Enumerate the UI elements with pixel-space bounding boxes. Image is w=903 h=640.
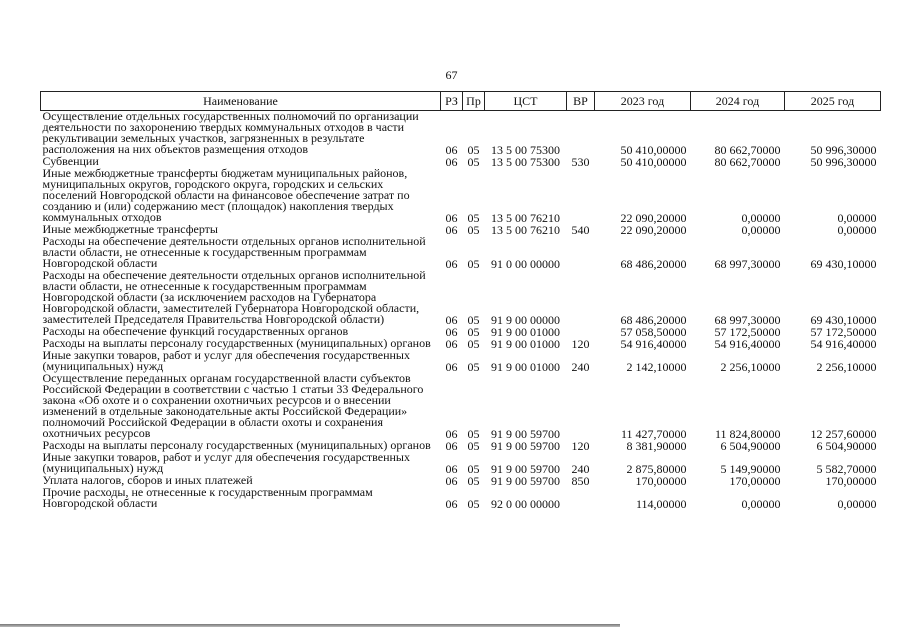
row-rz: 06 (445, 497, 458, 511)
table-row (41, 350, 881, 373)
row-2024: 0,00000 (741, 223, 781, 237)
row-rz: 06 (445, 257, 458, 271)
row-rz: 06 (445, 223, 458, 237)
row-cst: 13 5 00 76210 (491, 211, 560, 225)
table-row (41, 236, 881, 270)
row-2025: 0,00000 (837, 211, 877, 225)
row-vr (567, 236, 595, 270)
row-2024: 5 149,90000 (720, 462, 781, 476)
row-cst: 91 9 00 59700 (491, 474, 560, 488)
row-cst: 91 9 00 00000 (491, 313, 560, 327)
table-row (41, 487, 881, 510)
row-cst: 91 9 00 01000 (491, 337, 560, 351)
row-2023: 170,00000 (635, 474, 687, 488)
row-2024: 68 997,30000 (714, 313, 781, 327)
row-vr: 540 (571, 223, 590, 237)
row-2024: 80 662,70000 (714, 143, 781, 157)
row-2024: 2 256,10000 (720, 360, 781, 374)
row-pr: 05 (467, 360, 480, 374)
row-vr (567, 373, 595, 440)
row-name: Иные закупки товаров, работ и услуг для обеспечения государственных (муниципальных) нужд (42, 450, 410, 475)
row-2024: 80 662,70000 (714, 155, 781, 169)
row-2023: 50 410,00000 (620, 155, 687, 169)
row-pr: 05 (467, 462, 480, 476)
row-name: Расходы на обеспечение функций государственных органов (42, 324, 349, 338)
row-name: Осуществление переданных органам государственной власти субъектов Российской Федерации в соответствии с частью 1 статьи 33 Федерального закона «Об охоте и о сохранении охотничьих ресурсов и о внесении изменений в отдельные законодательные акты Российской Федерации» полномочий Российской Федерации в области охоты и сохранения охотничьих ресурсов (42, 371, 424, 440)
row-2025: 12 257,60000 (810, 427, 877, 441)
row-cst: 91 9 00 59700 (491, 427, 560, 441)
row-rz: 06 (445, 211, 458, 225)
row-rz: 06 (445, 439, 458, 453)
row-vr (567, 168, 595, 224)
row-vr: 240 (571, 360, 590, 374)
row-2025: 57 172,50000 (810, 325, 877, 339)
row-2024: 54 916,40000 (714, 337, 781, 351)
row-2024: 0,00000 (741, 211, 781, 225)
row-2024: 170,00000 (729, 474, 781, 488)
row-2025: 69 430,10000 (810, 257, 877, 271)
page-number: 67 (445, 68, 458, 82)
row-name: Иные межбюджетные трансферты (42, 222, 218, 236)
row-vr: 850 (571, 474, 590, 488)
row-pr: 05 (467, 325, 480, 339)
row-2024: 6 504,90000 (720, 439, 781, 453)
row-pr: 05 (467, 143, 480, 157)
row-vr: 120 (571, 337, 590, 351)
row-2023: 2 875,80000 (626, 462, 687, 476)
row-name: Прочие расходы, не отнесенные к государственным программам Новгородской области (42, 485, 373, 510)
row-pr: 05 (467, 439, 480, 453)
row-rz: 06 (445, 462, 458, 476)
table-row (41, 168, 881, 224)
budget-table (40, 91, 881, 510)
row-name: Иные межбюджетные трансферты бюджетам муниципальных районов, муниципальных округов, городского округа, городских и сельских поселений Новгородской области на финансовое обеспечение затрат по созданию и (или) содержанию мест (площадок) накопления твердых коммунальных отходов (42, 166, 410, 224)
row-pr: 05 (467, 427, 480, 441)
row-pr: 05 (467, 313, 480, 327)
row-2023: 114,00000 (635, 497, 687, 511)
row-2025: 50 996,30000 (810, 143, 877, 157)
row-2023: 2 142,10000 (626, 360, 687, 374)
scan-bottom-edge (0, 624, 620, 627)
row-rz: 06 (445, 360, 458, 374)
header-2025: 2025 год (785, 92, 881, 111)
row-vr: 530 (571, 155, 590, 169)
row-name: Расходы на выплаты персоналу государственных (муниципальных) органов (42, 336, 431, 350)
header-2024: 2024 год (691, 92, 785, 111)
row-2023: 68 486,20000 (620, 313, 687, 327)
row-cst: 91 9 00 01000 (491, 360, 560, 374)
row-pr: 05 (467, 474, 480, 488)
row-2024: 0,00000 (741, 497, 781, 511)
header-vr: ВР (567, 92, 595, 111)
row-name: Субвенции (42, 154, 99, 168)
row-vr (567, 270, 595, 326)
row-2025: 2 256,10000 (816, 360, 877, 374)
row-2023: 57 058,50000 (620, 325, 687, 339)
row-vr (567, 111, 595, 157)
row-vr: 120 (571, 439, 590, 453)
row-cst: 13 5 00 76210 (491, 223, 560, 237)
row-pr: 05 (467, 497, 480, 511)
row-name: Расходы на обеспечение деятельности отдельных органов исполнительной власти области, не отнесенные к государственным программам Новгородской области (за исключением расходов на Губернатора Новгородской области, заместителей Губернатора Новгородской области, заместителей Председателя Правительства Новгородской области) (42, 268, 426, 326)
row-2023: 68 486,20000 (620, 257, 687, 271)
row-name: Уплата налогов, сборов и иных платежей (42, 473, 253, 487)
table-header-row (41, 92, 881, 111)
row-2023: 22 090,20000 (620, 211, 687, 225)
row-2025: 5 582,70000 (816, 462, 877, 476)
row-2025: 50 996,30000 (810, 155, 877, 169)
row-rz: 06 (445, 313, 458, 327)
row-rz: 06 (445, 325, 458, 339)
row-2023: 54 916,40000 (620, 337, 687, 351)
row-2025: 170,00000 (825, 474, 877, 488)
row-cst: 91 0 00 00000 (491, 257, 560, 271)
row-2025: 0,00000 (837, 223, 877, 237)
row-2025: 69 430,10000 (810, 313, 877, 327)
row-2024: 68 997,30000 (714, 257, 781, 271)
header-pr: Пр (463, 92, 485, 111)
row-2025: 54 916,40000 (810, 337, 877, 351)
row-2025: 6 504,90000 (816, 439, 877, 453)
row-cst: 91 9 00 01000 (491, 325, 560, 339)
row-name: Расходы на выплаты персоналу государственных (муниципальных) органов (42, 438, 431, 452)
row-2024: 57 172,50000 (714, 325, 781, 339)
row-rz: 06 (445, 474, 458, 488)
row-name: Иные закупки товаров, работ и услуг для обеспечения государственных (муниципальных) нужд (42, 348, 410, 373)
table-row (41, 111, 881, 157)
row-pr: 05 (467, 337, 480, 351)
row-cst: 91 9 00 59700 (491, 462, 560, 476)
row-name: Расходы на обеспечение деятельности отдельных органов исполнительной власти области, не отнесенные к государственным программам Новгородской области (42, 234, 426, 270)
table-row (41, 373, 881, 440)
row-vr: 240 (571, 462, 590, 476)
table-row (41, 270, 881, 326)
row-pr: 05 (467, 211, 480, 225)
row-pr: 05 (467, 223, 480, 237)
row-rz: 06 (445, 155, 458, 169)
row-2023: 8 381,90000 (626, 439, 687, 453)
header-name: Наименование (41, 92, 441, 111)
row-2023: 11 427,70000 (620, 427, 687, 441)
row-cst: 13 5 00 75300 (491, 155, 560, 169)
header-rz: РЗ (441, 92, 463, 111)
row-2024: 11 824,80000 (714, 427, 781, 441)
row-rz: 06 (445, 143, 458, 157)
header-cst: ЦСТ (485, 92, 567, 111)
row-cst: 91 9 00 59700 (491, 439, 560, 453)
row-rz: 06 (445, 427, 458, 441)
table-row (41, 452, 881, 475)
table-body (41, 111, 881, 511)
header-2023: 2023 год (595, 92, 691, 111)
row-vr (567, 487, 595, 510)
row-2025: 0,00000 (837, 497, 877, 511)
row-pr: 05 (467, 257, 480, 271)
row-pr: 05 (467, 155, 480, 169)
row-name: Осуществление отдельных государственных полномочий по организации деятельности по захоронению твердых коммунальных отходов в части рекультивации земельных участков, загрязненных в результате расположения на них объектов размещения отходов (42, 109, 419, 156)
row-2023: 22 090,20000 (620, 223, 687, 237)
row-rz: 06 (445, 337, 458, 351)
row-2023: 50 410,00000 (620, 143, 687, 157)
row-cst: 92 0 00 00000 (491, 497, 560, 511)
row-cst: 13 5 00 75300 (491, 143, 560, 157)
